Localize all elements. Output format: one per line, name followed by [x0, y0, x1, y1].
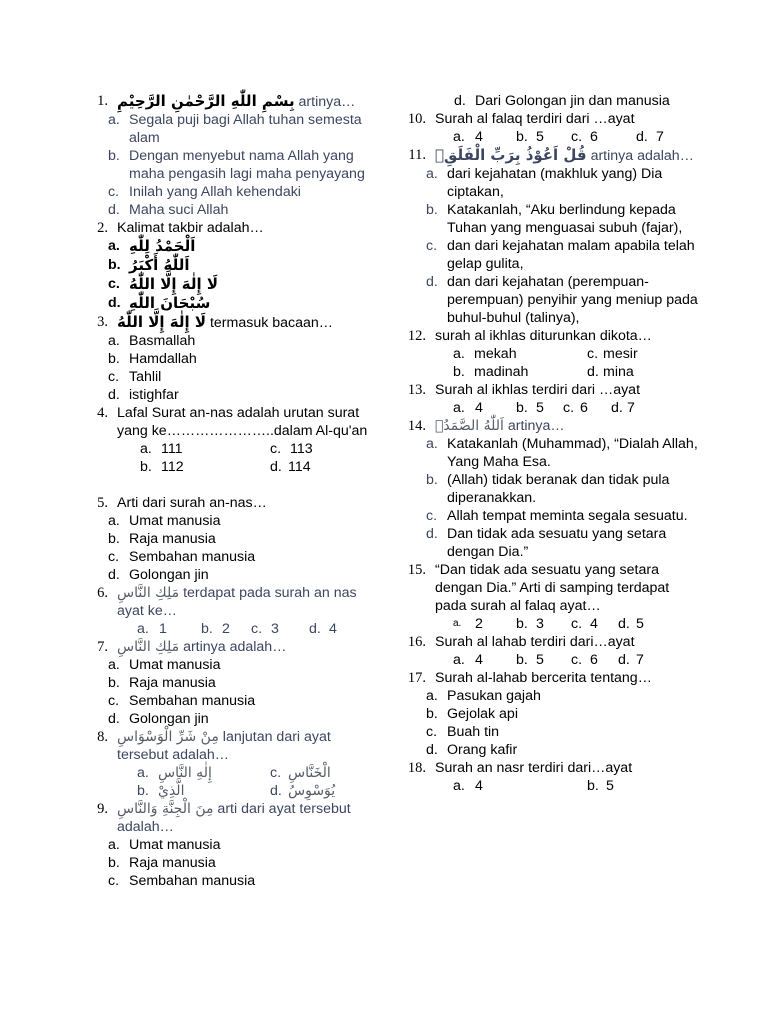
option-b[interactable]	[426, 201, 698, 237]
option-letter: d.	[108, 202, 120, 218]
question-text: Surah al lahab terdiri dari…ayat	[435, 634, 635, 650]
options-list	[108, 237, 380, 313]
option-letter: a.	[137, 621, 149, 637]
question-number: 1.	[97, 93, 108, 109]
question-14	[406, 417, 698, 435]
option-letter: b.	[137, 783, 149, 799]
option-text: Tahlil	[129, 369, 162, 385]
question-18	[406, 759, 698, 777]
option-letter: a.	[108, 238, 120, 254]
question-number: 5.	[97, 495, 108, 511]
option-letter: c.	[108, 184, 120, 200]
option-b[interactable]: 112	[161, 459, 184, 475]
option-a[interactable]	[426, 435, 698, 471]
option-letter: a.	[108, 112, 120, 128]
option-text: Katakanlah (Muhammad), “Dialah Allah, Yang Maha Esa.	[447, 436, 698, 470]
option-a[interactable]: 4	[475, 129, 483, 145]
option-c[interactable]: mesir	[603, 346, 638, 362]
options-list	[108, 656, 380, 728]
option-text: Hamdallah	[129, 351, 197, 367]
option-text: dan dari kejahatan malam apabila telah gelap gulita,	[447, 238, 695, 272]
option-a[interactable]: إِلٰهِ النَّاسِ	[158, 765, 212, 781]
option-letter: d.	[270, 459, 282, 475]
option-b[interactable]	[426, 471, 698, 507]
option-a[interactable]: 1	[159, 621, 167, 637]
option-text: istighfar	[129, 387, 179, 403]
question-number: 10.	[407, 111, 426, 127]
option-d[interactable]	[108, 294, 380, 313]
option-a[interactable]	[108, 332, 380, 350]
option-letter: b.	[516, 652, 528, 668]
question-number: 3.	[97, 314, 108, 330]
option-letter: a.	[108, 657, 120, 673]
option-d[interactable]	[108, 386, 380, 404]
option-letter: b.	[426, 202, 438, 218]
question-text: Lafal Surat an-nas adalah urutan surat yang ke…………………..dalam Al-qu'an	[117, 405, 368, 439]
option-d[interactable]	[108, 566, 380, 584]
option-c[interactable]	[108, 275, 380, 294]
option-c[interactable]	[108, 368, 380, 386]
option-text: Dan tidak ada sesuatu yang setara dengan Dia.”	[447, 526, 667, 560]
option-letter: d.	[108, 295, 121, 311]
option-letter: c.	[270, 441, 282, 457]
option-b[interactable]	[108, 256, 380, 275]
option-d[interactable]	[108, 201, 380, 219]
question-number: 16.	[407, 634, 426, 650]
option-d[interactable]: 7	[636, 652, 644, 668]
question-number: 18.	[407, 760, 426, 776]
question-number: 13.	[407, 382, 426, 398]
arabic-text: مِنَ الْجِنَّةِ وَالنَّاسِ	[117, 801, 214, 817]
option-letter: d.	[309, 621, 321, 637]
options-row	[406, 777, 698, 795]
options-row	[406, 345, 698, 363]
option-letter: c.	[108, 369, 120, 385]
option-letter: b.	[587, 778, 599, 794]
option-b[interactable]: 2	[222, 621, 230, 637]
option-letter: c.	[571, 616, 583, 632]
option-letter: b.	[426, 706, 438, 722]
option-letter: d.	[454, 93, 466, 109]
question-2	[88, 219, 380, 237]
option-letter: c.	[426, 724, 438, 740]
option-d[interactable]: 5	[636, 616, 644, 632]
option-b[interactable]	[108, 530, 380, 548]
arabic-text: اَللّٰهُ الصَّمَدُۚ	[435, 418, 504, 434]
question-9	[88, 800, 380, 836]
option-letter: c.	[270, 765, 282, 781]
option-letter: c.	[426, 238, 438, 254]
arabic-text: مَلِكِ النَّاسِ	[117, 639, 180, 655]
options-list	[108, 512, 380, 584]
option-a[interactable]	[108, 111, 380, 147]
option-letter: d.	[426, 742, 438, 758]
option-text: Inilah yang Allah kehendaki	[129, 184, 301, 200]
option-letter: c.	[108, 693, 120, 709]
option-b[interactable]	[108, 854, 380, 872]
question-text: Surah al falaq terdiri dari …ayat	[435, 111, 635, 127]
options-row	[88, 620, 380, 638]
option-c[interactable]	[426, 723, 698, 741]
option-letter: a.	[453, 652, 465, 668]
option-c[interactable]: 3	[271, 621, 279, 637]
option-c[interactable]: 6	[590, 129, 598, 145]
option-letter: c.	[108, 549, 120, 565]
option-a[interactable]	[108, 836, 380, 854]
question-number: 11.	[408, 147, 426, 163]
left-column	[88, 92, 380, 890]
option-text: Segala puji bagi Allah tuhan semesta alam	[129, 112, 362, 146]
option-letter: d.	[108, 387, 120, 403]
option-letter: d.	[270, 783, 282, 799]
question-6	[88, 584, 380, 620]
question-10	[406, 110, 698, 128]
option-b[interactable]: 5	[536, 652, 544, 668]
option-letter: c.	[426, 508, 438, 524]
option-letter: a.	[453, 400, 465, 416]
question-text: “Dan tidak ada sesuatu yang setara dengan Dia.” Arti di samping terdapat pada surah al falaq ayat…	[435, 562, 670, 614]
option-text: اَللّٰهُ أَكْبَرُ	[129, 256, 190, 274]
option-letter: a.	[108, 837, 120, 853]
question-12	[406, 327, 698, 345]
option-c[interactable]: 6	[590, 652, 598, 668]
option-letter: a.	[426, 166, 438, 182]
arabic-text: مِنْ شَرِّ الْوَسْوَاسِ	[117, 729, 219, 745]
option-letter: c.	[108, 276, 120, 292]
option-letter: a.	[137, 765, 149, 781]
option-letter: d.	[618, 652, 630, 668]
option-text: Maha suci Allah	[129, 202, 229, 218]
option-text: Buah tin	[447, 724, 500, 740]
option-d[interactable]	[426, 741, 698, 759]
options-list	[426, 687, 698, 759]
option-a[interactable]	[108, 512, 380, 530]
option-letter: d.	[108, 711, 120, 727]
question-text: termasuk bacaan…	[206, 315, 333, 331]
spacer	[88, 476, 380, 494]
options-list	[454, 92, 698, 110]
question-16	[406, 633, 698, 651]
option-c[interactable]	[108, 872, 380, 890]
question-text: lanjutan dari ayat tersebut adalah…	[117, 729, 331, 763]
question-17	[406, 669, 698, 687]
option-b[interactable]: 5	[536, 129, 544, 145]
option-text: Golongan jin	[129, 711, 209, 727]
option-b[interactable]: madinah	[474, 364, 529, 380]
option-text: Umat manusia	[129, 837, 221, 853]
question-4	[88, 404, 380, 440]
option-a[interactable]: mekah	[474, 346, 517, 362]
option-letter: d.	[587, 364, 599, 380]
question-text: Surah al ikhlas terdiri dari …ayat	[435, 382, 641, 398]
question-text: Surah an nasr terdiri dari…ayat	[435, 760, 633, 776]
question-number: 9.	[97, 801, 108, 817]
option-letter: b.	[108, 855, 120, 871]
question-text: artinya…	[294, 94, 356, 110]
question-number: 15.	[407, 562, 426, 578]
option-letter: a.	[453, 618, 462, 629]
option-b[interactable]	[108, 350, 380, 368]
option-letter: c.	[571, 129, 583, 145]
option-text: Sembahan manusia	[129, 693, 256, 709]
option-b[interactable]	[108, 674, 380, 692]
options-row	[406, 615, 698, 633]
option-a[interactable]	[426, 687, 698, 705]
option-b[interactable]: 5	[606, 778, 614, 794]
options-row	[406, 399, 698, 417]
options-list	[108, 332, 380, 404]
option-text: Dari Golongan jin dan manusia	[475, 93, 670, 109]
option-letter: d.	[426, 526, 438, 542]
option-letter: b.	[108, 257, 121, 273]
question-13	[406, 381, 698, 399]
option-letter: a.	[453, 129, 465, 145]
option-letter: b.	[108, 675, 120, 691]
question-text: artinya adalah…	[586, 148, 694, 164]
option-letter: b.	[426, 472, 438, 488]
option-d[interactable]	[454, 92, 698, 110]
option-text: اَلْحَمْدُ لِلّٰهِ	[129, 237, 196, 255]
option-letter: c.	[251, 621, 263, 637]
option-d[interactable]	[426, 273, 698, 327]
option-letter: b.	[516, 400, 528, 416]
question-text: surah al ikhlas diturunkan dikota…	[435, 328, 652, 344]
option-letter: b.	[108, 351, 120, 367]
option-text: Gejolak api	[447, 706, 518, 722]
option-d[interactable]	[426, 525, 698, 561]
question-text: Surah al-lahab bercerita tentang…	[435, 670, 652, 686]
options-list	[108, 111, 380, 219]
option-letter: b.	[516, 129, 528, 145]
option-c[interactable]: 113	[290, 441, 313, 457]
option-letter: d.	[108, 567, 120, 583]
option-c[interactable]	[108, 548, 380, 566]
option-d[interactable]: 7	[627, 400, 635, 416]
question-11	[406, 146, 698, 165]
option-a[interactable]	[108, 237, 380, 256]
right-column	[406, 92, 698, 795]
option-letter: a.	[453, 346, 465, 362]
question-3	[88, 313, 380, 332]
option-text: Katakanlah, “Aku berlindung kepada Tuhan yang menguasai subuh (fajar),	[447, 202, 683, 236]
option-text: Raja manusia	[129, 855, 216, 871]
question-text: Arti dari surah an-nas…	[117, 495, 267, 511]
option-d[interactable]: 4	[329, 621, 337, 637]
option-a[interactable]: 2	[475, 616, 483, 632]
option-text: (Allah) tidak beranak dan tidak pula diperanakkan.	[447, 472, 670, 506]
option-letter: b.	[201, 621, 213, 637]
option-text: Raja manusia	[129, 531, 216, 547]
options-row	[406, 128, 698, 146]
option-text: Orang kafir	[447, 742, 518, 758]
question-text: artinya…	[503, 418, 565, 434]
options-row	[88, 458, 380, 476]
option-d[interactable]	[108, 710, 380, 728]
options-list	[108, 836, 380, 890]
option-letter: d.	[611, 400, 623, 416]
options-row	[406, 363, 698, 381]
option-a[interactable]: 4	[475, 778, 483, 794]
question-number: 8.	[97, 729, 108, 745]
option-letter: b.	[516, 616, 528, 632]
option-a[interactable]	[108, 656, 380, 674]
question-number: 4.	[97, 405, 108, 421]
option-b[interactable]	[108, 147, 380, 183]
option-c[interactable]: 6	[580, 400, 588, 416]
question-number: 7.	[97, 639, 108, 655]
option-letter: a.	[140, 441, 152, 457]
option-text: لَا إِلٰهَ إِلَّا اللّٰهُ	[129, 275, 219, 293]
question-number: 2.	[97, 220, 108, 236]
option-text: Umat manusia	[129, 657, 221, 673]
option-letter: a.	[108, 513, 120, 529]
question-text: arti dari ayat tersebut adalah…	[117, 801, 351, 835]
option-a[interactable]	[426, 165, 698, 201]
question-text: terdapat pada surah an nas ayat ke…	[117, 585, 357, 619]
option-text: Umat manusia	[129, 513, 221, 529]
question-15	[406, 561, 698, 615]
option-c[interactable]: 4	[590, 616, 598, 632]
options-list	[426, 435, 698, 561]
option-text: Allah tempat meminta segala sesuatu.	[447, 508, 688, 524]
option-letter: b.	[453, 364, 465, 380]
option-text: Basmallah	[129, 333, 196, 349]
option-letter: a.	[426, 436, 438, 452]
option-a[interactable]: 111	[161, 441, 183, 457]
option-d[interactable]: يُوَسْوِسُ	[288, 783, 336, 799]
option-a[interactable]: 4	[475, 400, 483, 416]
options-row	[88, 440, 380, 458]
option-c[interactable]	[108, 692, 380, 710]
arabic-text: لَا إِلٰهَ إِلَّا اللّٰهُ	[117, 313, 207, 331]
option-c[interactable]: الْخَنَّاسِ	[288, 765, 331, 781]
option-text: سُبْحَانَ اللّٰهِ	[129, 294, 211, 312]
option-d[interactable]: 7	[656, 129, 664, 145]
option-text: dan dari kejahatan (perempuan-perempuan) penyihir yang meniup pada buhul-buhul (talinya),	[447, 274, 698, 326]
options-row	[88, 764, 380, 782]
option-d[interactable]: 114	[288, 459, 311, 475]
option-letter: c.	[108, 873, 120, 889]
option-letter: a.	[426, 688, 438, 704]
question-number: 17.	[407, 670, 426, 686]
option-letter: b.	[108, 148, 120, 164]
option-letter: b.	[140, 459, 152, 475]
option-text: Dengan menyebut nama Allah yang maha pengasih lagi maha penyayang	[129, 148, 365, 182]
arabic-text: مَلِكِ النَّاسِ	[117, 585, 180, 601]
option-d[interactable]: mina	[603, 364, 634, 380]
option-b[interactable]: الَّذِيْ	[158, 783, 185, 799]
option-c[interactable]	[426, 237, 698, 273]
option-b[interactable]	[426, 705, 698, 723]
options-row	[406, 651, 698, 669]
question-5	[88, 494, 380, 512]
options-list	[426, 165, 698, 327]
option-text: Golongan jin	[129, 567, 209, 583]
option-text: Sembahan manusia	[129, 873, 256, 889]
option-a[interactable]: 4	[475, 652, 483, 668]
option-b[interactable]: 5	[536, 400, 544, 416]
arabic-text: قُلْ اَعُوْذُ بِرَبِّ الْفَلَقِۙ	[435, 146, 587, 164]
question-text: artinya adalah…	[179, 639, 287, 655]
question-1	[88, 92, 380, 111]
option-letter: c.	[587, 346, 599, 362]
option-letter: a.	[453, 778, 465, 794]
options-row	[88, 782, 380, 800]
arabic-text: بِسْمِ اللّٰهِ الرَّحْمٰنِ الرَّحِيْمِ	[117, 92, 295, 110]
question-number: 14.	[407, 418, 426, 434]
option-c[interactable]	[108, 183, 380, 201]
option-letter: c.	[563, 400, 575, 416]
option-text: Raja manusia	[129, 675, 216, 691]
option-letter: d.	[426, 274, 438, 290]
option-letter: d.	[636, 129, 648, 145]
option-b[interactable]: 3	[536, 616, 544, 632]
question-8	[88, 728, 380, 764]
option-letter: d.	[618, 616, 630, 632]
option-letter: b.	[108, 531, 120, 547]
option-letter: a.	[108, 333, 120, 349]
option-text: dari kejahatan (makhluk yang) Dia ciptakan,	[447, 166, 663, 200]
question-text: Kalimat takbir adalah…	[117, 220, 264, 236]
question-number: 6.	[97, 585, 108, 601]
option-text: Sembahan manusia	[129, 549, 256, 565]
question-number: 12.	[407, 328, 426, 344]
question-7	[88, 638, 380, 656]
option-c[interactable]	[426, 507, 698, 525]
option-text: Pasukan gajah	[447, 688, 541, 704]
option-letter: c.	[571, 652, 583, 668]
